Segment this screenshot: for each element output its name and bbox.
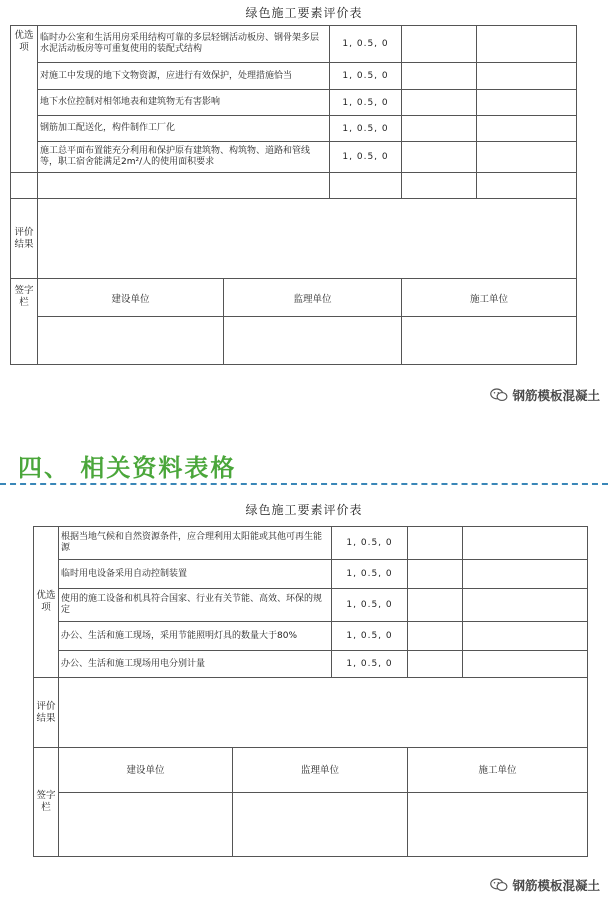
result-field[interactable] bbox=[59, 678, 588, 748]
table1-title: 绿色施工要素评价表 bbox=[245, 6, 363, 20]
result-label: 评价结果 bbox=[34, 678, 59, 748]
score-cell[interactable] bbox=[477, 142, 577, 173]
table-row bbox=[34, 589, 588, 622]
score-options: 1, 0.5, 0 bbox=[332, 527, 408, 560]
criteria-item: 施工总平面布置能充分利用和保护原有建筑物、构筑物、道路和管线等，职工宿舍能满足2m²/人的使用面积要求 bbox=[38, 142, 330, 173]
category-cell: 优选项 bbox=[34, 527, 59, 678]
watermark-text: 钢筋模板混凝土 bbox=[512, 878, 600, 893]
section-divider bbox=[0, 483, 608, 485]
table-row bbox=[34, 527, 588, 560]
criteria-item: 钢筋加工配送化，构件制作工厂化 bbox=[38, 116, 330, 142]
score-cell[interactable] bbox=[477, 90, 577, 116]
watermark bbox=[490, 386, 600, 404]
score-cell[interactable] bbox=[477, 63, 577, 90]
section-heading: 四、 相关资料表格 bbox=[18, 454, 237, 482]
sign-label: 签字栏 bbox=[11, 279, 38, 365]
score-cell[interactable] bbox=[408, 622, 463, 651]
result-label: 评价结果 bbox=[11, 199, 38, 279]
unit-label-builder: 施工单位 bbox=[408, 748, 588, 793]
sign-header-row bbox=[11, 279, 577, 317]
evaluation-table-2 bbox=[33, 526, 588, 857]
score-cell[interactable] bbox=[463, 560, 588, 589]
signature-field[interactable] bbox=[408, 793, 588, 857]
sign-header-row bbox=[34, 748, 588, 793]
score-cell[interactable] bbox=[408, 560, 463, 589]
unit-label-supervision: 监理单位 bbox=[233, 748, 408, 793]
evaluation-table-1 bbox=[10, 25, 577, 365]
table2-title: 绿色施工要素评价表 bbox=[245, 503, 363, 517]
empty-cell bbox=[38, 173, 330, 199]
table-row bbox=[11, 116, 577, 142]
empty-cell bbox=[330, 173, 402, 199]
result-field[interactable] bbox=[38, 199, 577, 279]
signature-field[interactable] bbox=[59, 793, 233, 857]
empty-cell bbox=[402, 173, 477, 199]
unit-label-builder: 施工单位 bbox=[402, 279, 577, 317]
table-row bbox=[11, 26, 577, 63]
result-row bbox=[11, 199, 577, 279]
result-row bbox=[34, 678, 588, 748]
wechat-icon bbox=[490, 388, 508, 402]
sign-row bbox=[34, 793, 588, 857]
empty-cell bbox=[11, 173, 38, 199]
score-cell[interactable] bbox=[408, 589, 463, 622]
signature-field[interactable] bbox=[38, 317, 224, 365]
criteria-item: 临时办公室和生活用房采用结构可靠的多层轻钢活动板房、钢骨架多层水泥活动板房等可重复使用的装配式结构 bbox=[38, 26, 330, 63]
score-options: 1, 0.5, 0 bbox=[330, 63, 402, 90]
unit-label-construction: 建设单位 bbox=[59, 748, 233, 793]
sign-row bbox=[11, 317, 577, 365]
score-cell[interactable] bbox=[477, 116, 577, 142]
criteria-item: 办公、生活和施工现场用电分别计量 bbox=[59, 651, 332, 678]
score-options: 1, 0.5, 0 bbox=[330, 26, 402, 63]
table-row bbox=[34, 560, 588, 589]
score-cell[interactable] bbox=[402, 26, 477, 63]
score-cell[interactable] bbox=[463, 651, 588, 678]
score-options: 1, 0.5, 0 bbox=[330, 90, 402, 116]
signature-field[interactable] bbox=[402, 317, 577, 365]
watermark bbox=[490, 876, 600, 894]
empty-cell bbox=[477, 173, 577, 199]
score-cell[interactable] bbox=[402, 63, 477, 90]
score-options: 1, 0.5, 0 bbox=[332, 560, 408, 589]
score-options: 1, 0.5, 0 bbox=[332, 651, 408, 678]
score-cell[interactable] bbox=[402, 116, 477, 142]
sign-label: 签字栏 bbox=[34, 748, 59, 857]
score-options: 1, 0.5, 0 bbox=[330, 142, 402, 173]
unit-label-supervision: 监理单位 bbox=[224, 279, 402, 317]
wechat-icon bbox=[490, 878, 508, 892]
score-cell[interactable] bbox=[408, 651, 463, 678]
criteria-item: 对施工中发现的地下文物资源，应进行有效保护，处理措施恰当 bbox=[38, 63, 330, 90]
score-cell[interactable] bbox=[463, 527, 588, 560]
category-cell: 优选项 bbox=[11, 26, 38, 173]
table-row bbox=[11, 63, 577, 90]
score-cell[interactable] bbox=[463, 622, 588, 651]
score-options: 1, 0.5, 0 bbox=[330, 116, 402, 142]
score-cell[interactable] bbox=[408, 527, 463, 560]
criteria-item: 根据当地气候和自然资源条件，应合理利用太阳能或其他可再生能源 bbox=[59, 527, 332, 560]
table-row bbox=[11, 142, 577, 173]
criteria-item: 办公、生活和施工现场，采用节能照明灯具的数量大于80% bbox=[59, 622, 332, 651]
score-cell[interactable] bbox=[463, 589, 588, 622]
criteria-item: 临时用电设备采用自动控制装置 bbox=[59, 560, 332, 589]
watermark-text: 钢筋模板混凝土 bbox=[512, 388, 600, 403]
score-cell[interactable] bbox=[402, 142, 477, 173]
signature-field[interactable] bbox=[233, 793, 408, 857]
table-row bbox=[11, 90, 577, 116]
score-cell[interactable] bbox=[402, 90, 477, 116]
signature-field[interactable] bbox=[224, 317, 402, 365]
criteria-item: 使用的施工设备和机具符合国家、行业有关节能、高效、环保的规定 bbox=[59, 589, 332, 622]
criteria-item: 地下水位控制对相邻地表和建筑物无有害影响 bbox=[38, 90, 330, 116]
score-cell[interactable] bbox=[477, 26, 577, 63]
table-row bbox=[34, 651, 588, 678]
unit-label-construction: 建设单位 bbox=[38, 279, 224, 317]
score-options: 1, 0.5, 0 bbox=[332, 589, 408, 622]
score-options: 1, 0.5, 0 bbox=[332, 622, 408, 651]
table-row bbox=[34, 622, 588, 651]
table-row bbox=[11, 173, 577, 199]
